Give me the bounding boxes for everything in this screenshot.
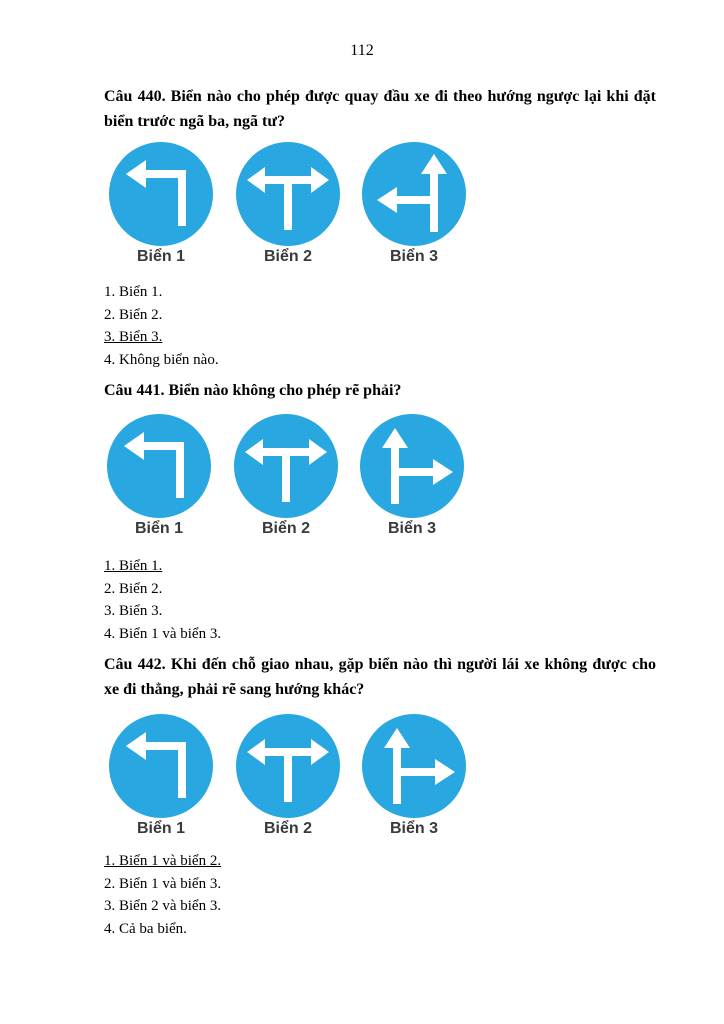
answer-option-correct[interactable]: 1. Biển 1 và biển 2. — [104, 853, 222, 869]
question-442-title: Câu 442. Khi đến chỗ giao nhau, gặp biển nào thì người lái xe không được cho xe đi thẳng, phải rẽ sang hướng khác? — [104, 656, 656, 698]
sign-caption: Biển 1 — [136, 248, 185, 265]
sign-2 — [233, 142, 343, 277]
answer-option[interactable]: 1. Biển 1. — [104, 284, 163, 300]
answer-option[interactable]: 2. Biển 2. — [104, 580, 163, 597]
straight-or-left-arrow-icon — [359, 142, 469, 246]
left-right-arrow-icon — [231, 414, 341, 518]
sign-caption: Biển 3 — [389, 248, 438, 265]
sign-1 — [104, 414, 214, 549]
answer-option[interactable]: 2. Biển 1 và biển 3. — [104, 875, 222, 892]
left-right-arrow-icon — [233, 142, 343, 246]
sign-caption: Biển 3 — [387, 520, 436, 537]
answer-option[interactable]: 4. Cả ba biển. — [104, 920, 187, 937]
sign-caption: Biển 3 — [389, 820, 438, 837]
question-441-title: Câu 441. Biển nào không cho phép rẽ phải? — [104, 382, 402, 399]
answer-option[interactable]: 4. Biển 1 và biển 3. — [104, 625, 222, 642]
answer-option[interactable]: 3. Biển 3. — [104, 603, 163, 619]
question-441-answers — [104, 555, 221, 645]
answer-option[interactable]: 4. Không biển nào. — [104, 351, 219, 368]
question-440-signs — [104, 142, 484, 277]
turn-left-arrow-icon — [106, 142, 216, 246]
straight-or-right-arrow-icon — [357, 414, 467, 518]
question-441-signs — [104, 414, 484, 549]
answer-option-correct[interactable]: 1. Biển 1. — [104, 558, 163, 574]
question-442-answers — [104, 850, 221, 940]
sign-1 — [106, 714, 216, 849]
sign-caption: Biển 1 — [134, 520, 183, 537]
sign-3 — [359, 142, 469, 277]
straight-or-right-arrow-icon — [359, 714, 469, 818]
question-440-title: Câu 440. Biển nào cho phép được quay đầu xe đi theo hướng ngược lại khi đặt biển trước ngã ba, ngã tư? — [104, 88, 656, 130]
sign-2 — [231, 414, 341, 549]
sign-caption: Biển 2 — [263, 248, 312, 265]
sign-1 — [106, 142, 216, 277]
question-440-answers — [104, 281, 219, 371]
sign-3 — [359, 714, 469, 849]
turn-left-arrow-icon — [106, 714, 216, 818]
answer-option[interactable]: 2. Biển 2. — [104, 306, 163, 323]
turn-left-arrow-icon — [104, 414, 214, 518]
question-442-signs — [104, 714, 484, 849]
sign-caption: Biển 2 — [263, 820, 312, 837]
answer-option-correct[interactable]: 3. Biển 3. — [104, 329, 163, 345]
page-number: 112 — [350, 42, 374, 59]
sign-3 — [357, 414, 467, 549]
sign-caption: Biển 1 — [136, 820, 185, 837]
sign-caption: Biển 2 — [261, 520, 310, 537]
answer-option[interactable]: 3. Biển 2 và biển 3. — [104, 898, 222, 914]
sign-2 — [233, 714, 343, 849]
left-right-arrow-icon — [233, 714, 343, 818]
